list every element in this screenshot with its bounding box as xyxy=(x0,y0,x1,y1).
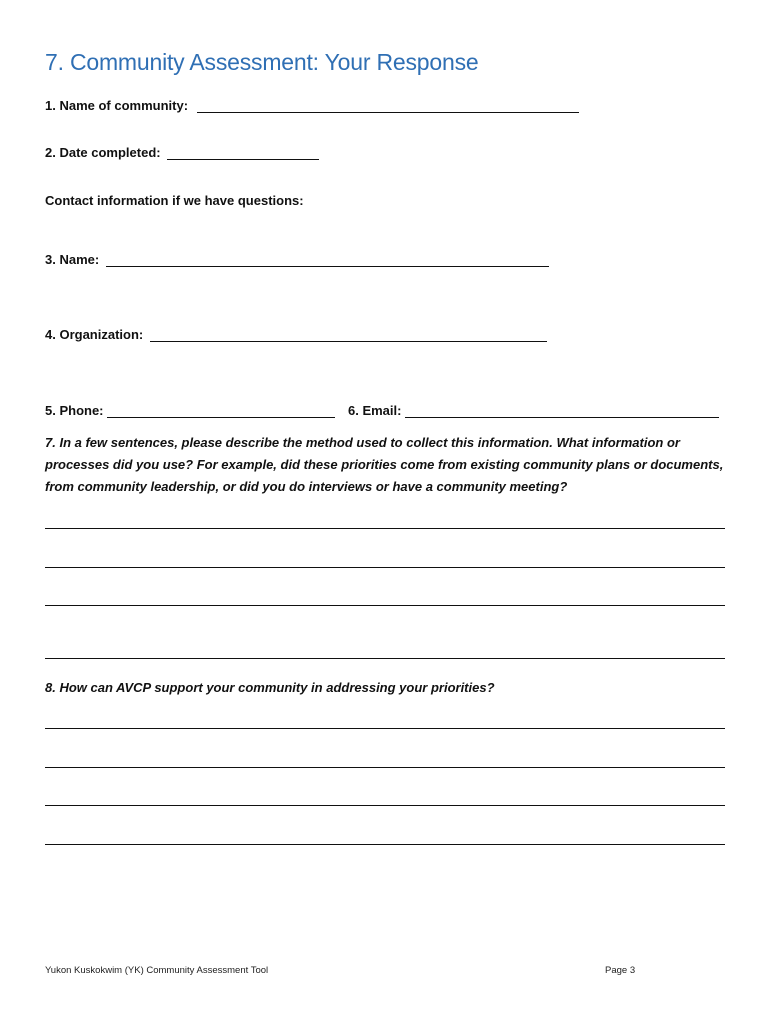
question-8-prompt: 8. How can AVCP support your community in addressing your priorities? xyxy=(45,680,495,695)
community-name-field[interactable] xyxy=(197,112,579,113)
question-8-answer-line[interactable] xyxy=(45,728,725,729)
question-7-answer-line[interactable] xyxy=(45,605,725,606)
contact-name-field[interactable] xyxy=(106,266,549,267)
phone-field[interactable] xyxy=(107,417,335,418)
question-8-answer-line[interactable] xyxy=(45,805,725,806)
question-7-answer-line[interactable] xyxy=(45,567,725,568)
contact-info-heading: Contact information if we have questions: xyxy=(45,193,304,208)
question-8-answer-line[interactable] xyxy=(45,844,725,845)
footer-document-title: Yukon Kuskokwim (YK) Community Assessment Tool xyxy=(45,965,269,976)
footer-page-number: Page 3 xyxy=(605,965,636,976)
date-completed-field[interactable] xyxy=(167,159,319,160)
question-7-answer-line[interactable] xyxy=(45,658,725,659)
contact-name-label: 3. Name: xyxy=(45,252,100,267)
organization-field[interactable] xyxy=(150,341,547,342)
question-8-answer-line[interactable] xyxy=(45,767,725,768)
community-name-label: 1. Name of community: xyxy=(45,98,189,113)
phone-label: 5. Phone: xyxy=(45,403,104,418)
organization-label: 4. Organization: xyxy=(45,327,144,342)
page-title: 7. Community Assessment: Your Response xyxy=(45,49,479,75)
question-7-prompt: 7. In a few sentences, please describe the method used to collect this information. What information or processes did you use? For example, did these priorities come from existing community plans or documents, from community leadership, or did you do interviews or have a community meeting? xyxy=(45,435,724,494)
email-field[interactable] xyxy=(405,417,719,418)
email-label: 6. Email: xyxy=(348,403,402,418)
date-completed-label: 2. Date completed: xyxy=(45,145,161,160)
question-7-answer-line[interactable] xyxy=(45,528,725,529)
